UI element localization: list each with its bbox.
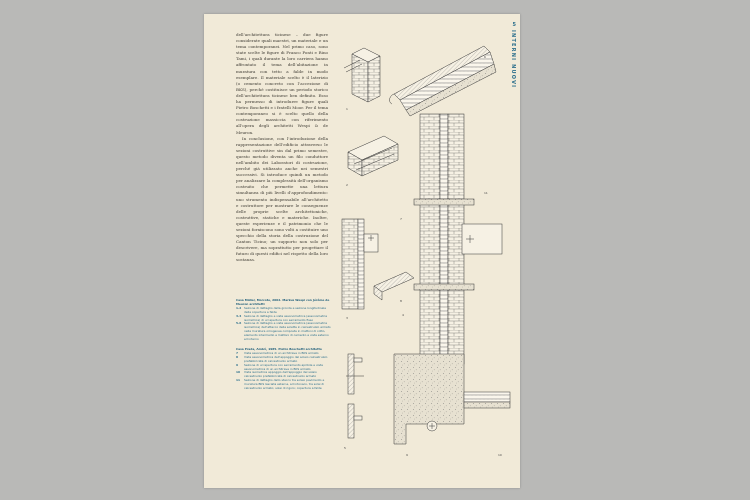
caption-item (236, 379, 331, 391)
figure-label: 10 (498, 453, 502, 457)
caption-number: 10 (236, 370, 241, 375)
caption-group-title: Casa Prada, Ambrì, 1985. Pietro Boschetti architetto (236, 346, 322, 351)
caption-item (236, 322, 331, 342)
caption-group (236, 348, 331, 391)
body-paragraph-2: In conclusione, con l’introduzione della rappresentazione dell’edificio attraverso le sezioni costruttive sin dal primo semestre, questo metodo diventa un filo conduttore nell’ambito dei Laboratori di costruzione, perché già utilizzato anche nei semestri successivi. Si introduce quindi un metodo per analizzare la complessità dell’organismo costruito che permette una lettura simultanea di più livelli d’approfondimento: uno strumento indispensabile all’architetto e costruttore per mostrare le conseguenze delle proprie scelte architettoniche, costruttive, statiche e materiche. Inoltre, queste esperienze e il patrimonio che le sezioni forniscono sono volti a costituire uno specchio della storia della costruzione del Canton Ticino; un supporto non solo per descrivere, ma soprattutto per progettare il futuro di questi edifici nel rispetto della loro sostanza. (236, 135, 328, 263)
body-text (236, 32, 328, 264)
document-page (204, 14, 520, 488)
caption-group (236, 299, 331, 342)
caption-number: 7 (236, 350, 239, 355)
figure-label: 9 (406, 453, 408, 457)
caption-number: 1-2 (236, 305, 242, 310)
caption-number: 9 (236, 362, 239, 367)
caption-text: Vista isometrica appoggio dell’appoggio del solaio calcestruzzo prefabbricata di calcestruzzo armato (244, 370, 317, 379)
figure-5-drawing (346, 354, 364, 394)
caption-number: 5-6 (236, 321, 242, 326)
foundation-drawing (394, 354, 510, 444)
caption-text: Vista assonometrica di un architrave in BKS armato (244, 350, 319, 355)
caption-number: 11 (236, 378, 241, 383)
figure-label: 11 (484, 191, 488, 195)
figure-label: 7 (400, 217, 402, 221)
figure-3-drawing (342, 219, 378, 309)
page-number: 5 (512, 22, 516, 28)
figure-label: 6 (484, 55, 486, 59)
caption-text: Sezione di dettaglio della gronda e sezione longitudinale della copertura a falde (244, 305, 326, 314)
figure-label: 2 (346, 183, 348, 187)
figure-label: 1 (346, 107, 348, 111)
roof-section-drawing (390, 46, 496, 116)
construction-drawings (334, 24, 514, 464)
figure-4-drawing (374, 272, 414, 300)
section-tab: INTERNI NUOVI (510, 30, 516, 89)
figure-1-drawing (344, 48, 380, 102)
caption-number: 3-4 (236, 313, 242, 318)
caption-number: 8 (236, 354, 239, 359)
body-paragraph-1: dell’architettura ticinese – due figure considerate quali maestri, un materiale e un tema contemporanei. Nel primo caso, sono state scelte le figure di Franco Ponti e Rino Tami, i quali durante la loro carriera hanno affrontato il tema dell’abitazione in muratura con tetto a falde in modo esemplare. Il materiale scelto è il laterizio (o cemento concreto con l’accezione di BKS), perché costituisce un periodo storico dell’architettura ticinese ben definito. Esso ha permesso di introdurre figure quali Pietro Boschetti e i fratelli Moor. Per il tema contemporaneo si è scelto quello della costruzione massiccia con riferimento all’opera degli architetti Wespi & de Meuron. (236, 32, 328, 135)
caption-text: Sezione di dettaglio e vista assonometrica (assonometria isometrica) di un’apertura con serramento fisso (244, 313, 328, 322)
figure-6-drawing (348, 404, 362, 438)
caption-text: Sezione di un’apertura con serramento apribile e vista assonometrica di un architrave in BKS armato (244, 362, 323, 371)
caption-text: Sezione di dettaglio dello stacco tra solaio pavimento e muratura BKS lasciata esterna, ad intonaco, tra solai di calcestruzzo armato; solai di rigoro; copertura a falde (244, 378, 325, 391)
figure-label: 4 (402, 313, 404, 317)
caption-group-title: Casa Müller, Morcote, 2002. Markus Wespi con Jérôme de Meuron architetti (236, 298, 330, 306)
figure-label: 3 (346, 316, 348, 320)
caption-text: Sezione di dettaglio e vista assonometrica (assonometria isometrica) dell’attacco della soletta in calcestruzzo armato nella muratura omogenea composta in mattoni di cotto, elemento intermedio e mattoni di cemento a vista esterno ed interno (244, 321, 331, 342)
caption-text: Vista assonometrica dell’appoggio del solaio calcestruzzo prefabbricata di calcestruzzo armato (244, 354, 328, 363)
figure-label: 5 (344, 446, 346, 450)
figure-captions (236, 297, 331, 391)
figure-label: 8 (400, 299, 402, 303)
wall-section-drawing (414, 114, 502, 364)
figure-2-drawing (348, 136, 398, 176)
